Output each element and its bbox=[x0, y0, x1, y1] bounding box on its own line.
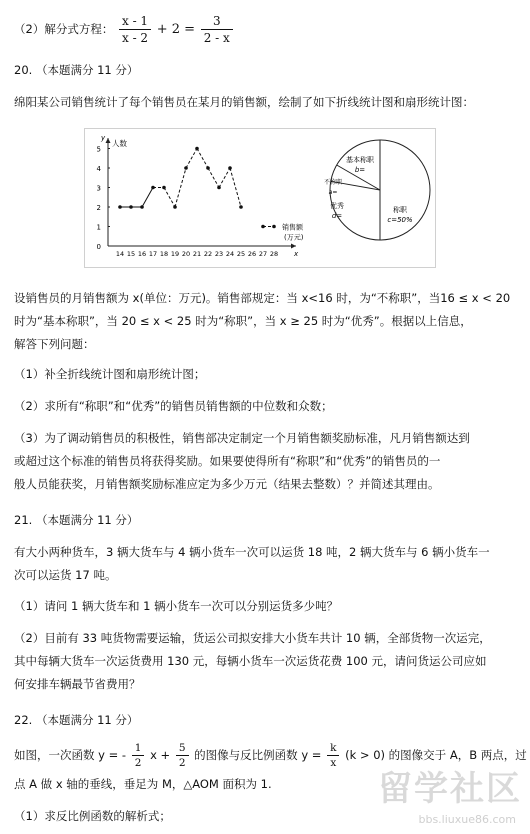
pie-chart bbox=[324, 140, 430, 240]
q19-lhs-fraction bbox=[119, 14, 151, 45]
y-axis-arrow bbox=[106, 138, 111, 143]
q21-intro-2: 次可以运货 17 吨。 bbox=[14, 568, 117, 582]
x-tick-label: 27 bbox=[258, 250, 268, 258]
pie-label: 不称职 bbox=[323, 179, 343, 186]
q20-sub3-2: 或超过这个标准的销售员将获得奖励。如果要使得所有“称职”和“优秀”的销售员的一 bbox=[14, 454, 441, 468]
series-0-segment bbox=[197, 149, 208, 169]
q20-sub1: （1）补全折线统计图和扇形统计图； bbox=[14, 367, 206, 381]
y-tick-label: 5 bbox=[96, 145, 101, 154]
q19-rhs-fraction bbox=[201, 14, 233, 45]
data-point bbox=[272, 225, 276, 229]
data-point bbox=[206, 166, 210, 170]
series-0-segment bbox=[208, 168, 219, 188]
pie-value-label: d= bbox=[331, 212, 343, 220]
x-axis-arrow bbox=[291, 244, 296, 249]
watermark-text: 留学社区 bbox=[378, 769, 522, 809]
q22-f2-numerator: 5 bbox=[176, 742, 189, 756]
series-0-segment bbox=[164, 188, 175, 208]
data-point bbox=[129, 205, 133, 209]
data-point bbox=[118, 205, 122, 209]
x-tick-label: 28 bbox=[269, 250, 279, 258]
data-point bbox=[162, 186, 166, 190]
series-0-segment bbox=[186, 149, 197, 169]
y-tick-label: 1 bbox=[96, 223, 101, 232]
y-axis-label: 人数 bbox=[112, 139, 127, 148]
q22-f3-denominator: x bbox=[330, 757, 337, 769]
q22-text-c: 的图像与反比例函数 y = bbox=[194, 748, 322, 762]
y-tick-label: 2 bbox=[96, 204, 101, 212]
q21-intro-1: 有大小两种货车，3 辆大货车与 4 辆小货车一次可以运货 18 吨，2 辆大货车与 6 辆小货车一 bbox=[14, 545, 490, 559]
q19-lhs-denominator: x - 2 bbox=[121, 31, 149, 45]
q21-sub1: （1）请问 1 辆大货车和 1 辆小货车一次可以分别运货多少吨？ bbox=[14, 599, 339, 613]
pie-label: 称职 bbox=[393, 206, 407, 214]
x-tick-label: 23 bbox=[214, 250, 224, 258]
x-tick-label: 20 bbox=[181, 250, 191, 258]
x-tick-label: 17 bbox=[148, 250, 158, 258]
data-point bbox=[261, 225, 265, 229]
q21-sub2-1: （2）目前有 33 吨货物需要运输，货运公司拟安排大小货车共计 10 辆，全部货物一次运完， bbox=[14, 631, 491, 645]
chart-frame bbox=[85, 129, 436, 268]
q21-heading: 21. （本题满分 11 分） bbox=[14, 513, 139, 527]
series-0-segment bbox=[142, 188, 153, 208]
x-tick-label: 25 bbox=[236, 250, 246, 258]
x-tick-label: 18 bbox=[159, 250, 169, 258]
q20-sub3-3: 般人员能获奖，月销售额奖励标准应定为多少万元（结果去整数）？并简述其理由。 bbox=[14, 477, 440, 491]
x-axis-letter: x bbox=[294, 250, 299, 258]
sales-charts bbox=[84, 128, 436, 268]
q20-heading: 20. （本题满分 11 分） bbox=[14, 63, 139, 77]
data-point bbox=[195, 147, 199, 151]
q22-line2: 点 A 做 x 轴的垂线，垂足为 M，△AOM 面积为 1. bbox=[14, 777, 272, 791]
pie-value-label: b= bbox=[354, 166, 366, 174]
data-point bbox=[239, 205, 243, 209]
q22-heading: 22. （本题满分 11 分） bbox=[14, 713, 139, 727]
q20-sub2: （2）求所有“称职”和“优秀”的销售员销售额的中位数和众数； bbox=[14, 399, 333, 413]
data-point bbox=[173, 205, 177, 209]
q20-definition-1: 设销售员的月销售额为 x(单位：万元)。销售部规定：当 x<16 时，为“不称职”，当16 ≤ x < 20 bbox=[14, 291, 511, 305]
x-tick-label: 16 bbox=[137, 250, 147, 258]
x-tick-label: 22 bbox=[203, 250, 213, 258]
q22-text-d: (k > 0) 的图像交于 A，B 两点，过 bbox=[345, 748, 527, 762]
q20-sub3-1: （3）为了调动销售员的积极性，销售部决定制定一个月销售额奖励标准，凡月销售额达到 bbox=[14, 431, 470, 445]
q21-sub2-3: 何安排车辆最节省费用？ bbox=[14, 677, 141, 691]
q22-sub1: （1）求反比例函数的解析式； bbox=[14, 809, 171, 823]
series-0-segment bbox=[230, 168, 241, 207]
q22-text-a: 如图，一次函数 y = - bbox=[14, 748, 127, 762]
data-point bbox=[151, 186, 155, 190]
q22-text-b: x + bbox=[150, 748, 171, 762]
q22-f1-numerator: 1 bbox=[132, 742, 145, 756]
q22-f1-denominator: 2 bbox=[134, 757, 142, 769]
x-axis-label-unit: (万元) bbox=[284, 233, 304, 242]
watermark-url: bbs.liuxue86.com bbox=[418, 813, 516, 826]
series-0-segment bbox=[175, 168, 186, 207]
y-tick-label: 4 bbox=[96, 165, 101, 173]
data-point bbox=[217, 186, 221, 190]
y-tick-label: 0 bbox=[96, 243, 101, 251]
data-point bbox=[184, 166, 188, 170]
pie-value-label: c=50% bbox=[387, 216, 413, 224]
pie-value-label: a= bbox=[328, 189, 338, 196]
series-0-segment bbox=[219, 168, 230, 188]
q22-f3-numerator: k bbox=[327, 742, 339, 756]
q19-plus: + 2 = bbox=[156, 22, 196, 37]
x-tick-label: 19 bbox=[170, 250, 180, 258]
pie-label: 基本称职 bbox=[346, 156, 374, 164]
x-tick-label: 15 bbox=[126, 250, 136, 258]
x-tick-label: 14 bbox=[115, 250, 125, 258]
q19-lhs-numerator: x - 1 bbox=[119, 14, 151, 30]
q20-intro: 绵阳某公司销售统计了每个销售员在某月的销售额，绘制了如下折线统计图和扇形统计图： bbox=[14, 95, 474, 109]
watermark-logo bbox=[378, 761, 522, 810]
pie-label: 优秀 bbox=[330, 202, 344, 210]
q22-fraction-1 bbox=[132, 742, 145, 769]
x-tick-label: 21 bbox=[192, 250, 202, 258]
q19-2-equation bbox=[14, 14, 235, 45]
q19-2-prefix: （2）解分式方程： bbox=[14, 22, 114, 36]
q22-fraction-2 bbox=[176, 742, 189, 769]
y-axis-letter: y bbox=[101, 134, 106, 142]
q22-f2-denominator: 2 bbox=[178, 757, 186, 769]
q22-fraction-3 bbox=[327, 742, 339, 769]
x-axis-label: 销售额 bbox=[282, 223, 303, 232]
q21-sub2-2: 其中每辆大货车一次运货费用 130 元，每辆小货车一次运货花费 100 元，请问货运公司应如 bbox=[14, 654, 487, 668]
q20-definition-3: 解答下列问题： bbox=[14, 337, 95, 351]
q19-rhs-numerator: 3 bbox=[201, 14, 233, 30]
q20-definition-2: 时为“基本称职”，当 20 ≤ x < 25 时为“称职”，当 x ≥ 25 时为“优秀”。根据以上信息， bbox=[14, 314, 472, 328]
q19-rhs-denominator: 2 - x bbox=[203, 31, 230, 45]
y-tick-label: 3 bbox=[96, 184, 101, 193]
x-tick-label: 26 bbox=[247, 250, 257, 258]
line-chart bbox=[97, 134, 304, 258]
x-tick-label: 24 bbox=[225, 250, 235, 258]
data-point bbox=[140, 205, 144, 209]
data-point bbox=[228, 166, 232, 170]
